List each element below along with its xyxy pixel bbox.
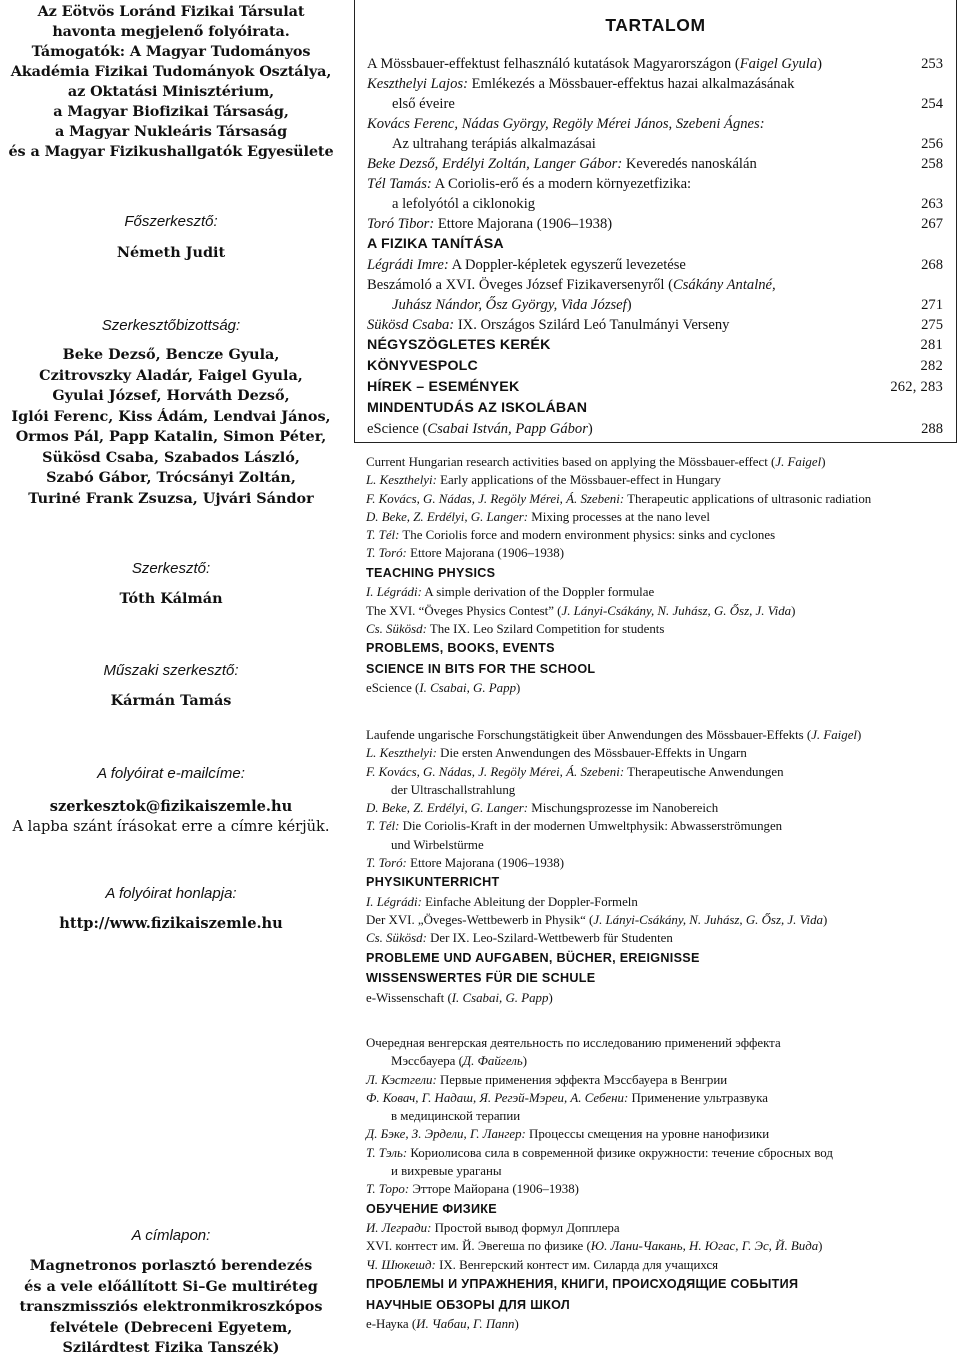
entry-author: D. Beke, Z. Erdélyi, G. Langer: xyxy=(366,509,529,524)
entry-title-end: ) xyxy=(857,728,862,742)
entry-title: eScience ( xyxy=(367,421,428,437)
entry-author: T. Toró: xyxy=(366,856,407,871)
section-title: НАУЧНЫЕ ОБЗОРЫ ДЛЯ ШКОЛ xyxy=(366,1297,571,1312)
entry-title: der Ultraschallstrahlung xyxy=(391,782,516,797)
entry-title-end: ) xyxy=(791,603,796,618)
entry-author: T. Tél: xyxy=(366,819,400,834)
page-number: 288 xyxy=(921,421,943,437)
board-line: Iglói Ferenc, Kiss Ádám, Lendvai János, xyxy=(11,407,331,425)
entry-title: The XVI. “Öveges Physics Contest” ( xyxy=(366,603,562,618)
contents-entry xyxy=(367,54,944,74)
entry-authors: J. Lányi-Csákány, N. Juhász, G. Ősz, J. Vida xyxy=(561,603,792,618)
toc-title: TARTALOM xyxy=(605,15,706,35)
entry-author: I. Légrádi: xyxy=(366,894,422,909)
toc-entries xyxy=(367,54,944,439)
entry-title: e-Wissenschaft ( xyxy=(366,990,452,1005)
contents-entry xyxy=(366,763,956,781)
entry-title: A Doppler-képletek egyszerű levezetése xyxy=(448,257,686,273)
contents-entry xyxy=(366,781,956,799)
entry-title: Die Coriolis-Kraft in der modernen Umweltphysik: Abwasserströmungen xyxy=(399,819,783,834)
masthead-line: havonta megjelenő folyóirata. xyxy=(52,23,290,40)
board-line: Beke Dezső, Bencze Gyula, xyxy=(62,346,280,363)
entry-title: a lefolyótól a ciklonokig xyxy=(392,196,536,212)
entry-author: Sükösd Csaba: xyxy=(367,317,455,333)
entry-title-end: ) xyxy=(818,1239,823,1254)
section-title: PROBLEMS, BOOKS, EVENTS xyxy=(366,641,555,656)
editor-name: Tóth Kálmán xyxy=(119,590,223,607)
contents-entry xyxy=(367,194,944,214)
board-line: Turiné Frank Zsuzsa, Ujvári Sándor xyxy=(28,489,314,507)
contents-entry xyxy=(366,817,956,835)
entry-title-end: ) xyxy=(516,681,521,696)
entry-title: Az ultrahang terápiás alkalmazásai xyxy=(392,136,596,152)
contents-entry xyxy=(367,295,944,315)
section-heading xyxy=(366,659,956,680)
entry-title: Эттоpе Майорана (1906–1938) xyxy=(409,1182,579,1197)
contents-entry xyxy=(366,1144,956,1162)
section-title: A FIZIKA TANÍTÁSA xyxy=(367,236,504,252)
entry-authors: Д. Файгель xyxy=(462,1054,523,1069)
entry-author: Keszthelyi Lajos: xyxy=(367,76,468,92)
board-line: Czitrovszky Aladár, Faigel Gyula, xyxy=(39,366,303,384)
page-number: 263 xyxy=(921,196,943,212)
entry-title: Mixing processes at the nano level xyxy=(528,509,710,524)
entry-title: в медицинской терапии xyxy=(391,1109,521,1124)
entry-title: XVI. контест им. Й. Эвегеша по физике ( xyxy=(366,1239,591,1254)
entry-title-end: ) xyxy=(821,455,826,469)
board-line: Gyulai József, Horváth Dezső, xyxy=(52,387,290,404)
entry-authors: I. Csabai, G. Papp xyxy=(419,681,517,696)
contents-entry xyxy=(366,1180,956,1198)
contents-entry xyxy=(366,1256,956,1274)
contents-entry xyxy=(367,74,944,94)
entry-title: Простой вывод формул Допплера xyxy=(431,1221,620,1236)
email-label: A folyóirat e-mailcíme: xyxy=(97,765,245,782)
contents-entry xyxy=(367,94,944,114)
board-line: Szabó Gábor, Trócsányi Zoltán, xyxy=(46,469,296,486)
german-contents xyxy=(366,726,956,1007)
entry-author: F. Kovács, G. Nádas, J. Regöly Mérei, Á. Szebeni: xyxy=(366,764,625,779)
entry-title: Keveredés nanoskálán xyxy=(622,156,757,172)
contents-entry xyxy=(367,174,944,194)
contents-entry xyxy=(367,255,944,275)
entry-title: A Coriolis-erő és a modern környezetfizika: xyxy=(431,176,692,192)
entry-author: Т. Торо: xyxy=(366,1182,410,1197)
entry-title: eScience ( xyxy=(366,681,420,696)
section-heading xyxy=(366,948,956,969)
section-title: PROBLEME UND AUFGABEN, BÜCHER, EREIGNISSE xyxy=(366,950,700,965)
editorial-board-label: Szerkesztőbizottság: xyxy=(101,317,241,334)
entry-title-end: ) xyxy=(522,1054,528,1069)
entry-title: Кориолисова сила в современной физике окружности: течение сбросных вод xyxy=(407,1145,833,1160)
contents-entry xyxy=(366,1107,956,1125)
contents-entry xyxy=(366,744,956,762)
contents-entry xyxy=(366,1052,956,1070)
entry-title: Therapeutic applications of ultrasonic radiation xyxy=(624,491,872,506)
entry-author: Ф. Ковач, Г. Надаш, Я. Регэй-Мэреи, А. Себени: xyxy=(366,1090,629,1105)
english-contents xyxy=(366,453,956,697)
entry-title: IX. Венгерский контест им. Силарда для учащихся xyxy=(435,1257,719,1272)
entry-title: Early applications of the Mössbauer-effect in Hungary xyxy=(436,473,721,488)
section-title: HÍREK – ESEMÉNYEK xyxy=(367,379,520,395)
entry-title-end: ) xyxy=(626,297,632,313)
entry-title: Einfache Ableitung der Doppler-Formeln xyxy=(421,894,638,909)
contents-entry xyxy=(366,490,956,508)
contents-entry xyxy=(366,583,956,601)
section-title: PHYSIKUNTERRICHT xyxy=(366,875,500,890)
entry-author: Toró Tibor: xyxy=(367,216,435,232)
technical-editor-label: Műszaki szerkesztő: xyxy=(103,662,239,679)
entry-authors: Juhász Nándor, Ősz György, Vida József xyxy=(392,297,627,313)
section-title: MINDENTUDÁS AZ ISKOLÁBAN xyxy=(367,400,588,416)
entry-authors: Faigel Gyula xyxy=(739,56,818,72)
contents-entry xyxy=(366,929,956,947)
contents-entry xyxy=(366,836,956,854)
entry-title: Процессы смещения на уровне нанофизики xyxy=(525,1127,770,1142)
entry-author: Ч. Шюкешд: xyxy=(366,1257,436,1272)
section-title: KÖNYVESPOLC xyxy=(367,358,478,374)
masthead-line: a Magyar Biofizikai Társaság, xyxy=(53,103,289,120)
board-line: Ormos Pál, Papp Katalin, Simon Péter, xyxy=(15,428,327,445)
section-title: ПРОБЛЕМЫ И УПРАЖНЕНИЯ, КНИГИ, ПРОИСХОДЯЩИЕ СОБЫТИЯ xyxy=(366,1277,799,1292)
contents-entry xyxy=(366,471,956,489)
entry-title: A simple derivation of the Doppler formulae xyxy=(421,585,655,600)
contents-entry xyxy=(366,854,956,872)
contents-entry xyxy=(366,911,956,929)
email-note: A lapba szánt írásokat erre a címre kérjük. xyxy=(12,818,330,835)
page-number: 268 xyxy=(921,257,943,273)
section-heading xyxy=(367,377,944,398)
contents-entry xyxy=(366,602,956,620)
section-heading xyxy=(366,1199,956,1220)
entry-title: Применение ультразвука xyxy=(628,1090,769,1105)
contents-entry xyxy=(367,275,944,295)
entry-author: I. Légrádi: xyxy=(366,585,422,600)
entry-authors: Ю. Лани-Чакань, Н. Югас, Г. Эс, Й. Вида xyxy=(590,1239,819,1254)
masthead-line: a Magyar Nukleáris Társaság xyxy=(54,123,288,140)
contents-entry xyxy=(366,453,956,471)
entry-title: Laufende ungarische Forschungstätigkeit über Anwendungen des Mössbauer-Effekts ( xyxy=(366,728,812,742)
entry-title: Mischungsprozesse im Nanobereich xyxy=(528,801,719,816)
entry-title: und Wirbelstürme xyxy=(391,837,484,852)
contents-entry xyxy=(366,1162,956,1180)
cover-line: transzmissziós elektronmikroszkópos xyxy=(19,1298,323,1315)
entry-author: D. Beke, Z. Erdélyi, G. Langer: xyxy=(366,801,529,816)
entry-authors: J. Lányi-Csákány, N. Juhász, G. Ősz, J. Vida xyxy=(593,913,823,928)
entry-author: Cs. Sükösd: xyxy=(366,621,427,636)
entry-author: Л. Кэстгели: xyxy=(366,1072,437,1087)
entry-title-end: ) xyxy=(548,990,553,1005)
entry-authors: J. Faigel xyxy=(775,455,822,469)
masthead xyxy=(0,0,342,162)
section-title: WISSENSWERTES FÜR DIE SCHULE xyxy=(366,971,596,986)
entry-title: első éveire xyxy=(392,96,455,112)
page-number: 271 xyxy=(921,297,943,313)
entry-author: Beke Dezső, Erdélyi Zoltán, Langer Gábor: xyxy=(367,156,623,172)
entry-title-end: ) xyxy=(587,421,593,437)
section-heading xyxy=(366,563,956,584)
section-heading xyxy=(367,335,944,356)
editor-label: Szerkesztő: xyxy=(131,560,211,577)
entry-title: Ettore Majorana (1906–1938) xyxy=(434,216,613,232)
editor-in-chief-name: Németh Judit xyxy=(116,244,226,261)
entry-authors: Csákány Antalné, xyxy=(672,277,776,293)
section-title: ОБУЧЕНИЕ ФИЗИКЕ xyxy=(366,1201,497,1216)
contents-entry xyxy=(366,1219,956,1237)
entry-title: Emlékezés a Mössbauer-effektus hazai alkalmazásának xyxy=(467,76,795,92)
page-number: 256 xyxy=(921,136,943,152)
entry-author: T. Toró: xyxy=(366,546,407,561)
entry-title: е-Наука ( xyxy=(366,1317,417,1332)
contents-entry xyxy=(366,989,956,1007)
entry-title-end: ) xyxy=(514,1317,519,1332)
section-heading xyxy=(366,1274,956,1295)
section-heading xyxy=(366,872,956,893)
entry-title: Current Hungarian research activities based on applying the Mössbauer-effect ( xyxy=(366,455,776,469)
section-heading xyxy=(366,968,956,989)
homepage-label: A folyóirat honlapja: xyxy=(105,885,237,902)
entry-title: The Coriolis force and modern environment physics: sinks and cyclones xyxy=(399,528,776,543)
contents-entry xyxy=(366,1237,956,1255)
contents-entry xyxy=(367,214,944,234)
homepage-url[interactable]: http://www.fizikaiszemle.hu xyxy=(59,915,283,932)
entry-title: Der XVI. „Öveges-Wettbewerb in Physik“ ( xyxy=(366,913,594,928)
entry-title: Beszámoló a XVI. Öveges József Fizikaversenyről ( xyxy=(367,277,673,293)
contents-entry xyxy=(366,526,956,544)
masthead-line: Akadémia Fizikai Tudományok Osztálya, xyxy=(10,63,332,80)
masthead-line: Támogatók: A Magyar Tudományos xyxy=(31,43,311,60)
cover-line: és a vele előállított Si–Ge multiréteg xyxy=(24,1277,318,1295)
contents-entry xyxy=(366,893,956,911)
masthead-line: és a Magyar Fizikushallgatók Egyesülete xyxy=(8,143,334,160)
entry-title: IX. Országos Szilárd Leó Tanulmányi Verseny xyxy=(454,317,730,333)
page-number: 282 xyxy=(920,358,943,374)
contents-entry xyxy=(367,419,944,439)
entry-title: Der IX. Leo-Szilard-Wettbewerb für Studenten xyxy=(426,931,673,946)
entry-author: И. Легради: xyxy=(366,1221,432,1236)
page-number: 258 xyxy=(921,156,943,172)
entry-author: Д. Бэке, З. Эрдели, Г. Лангер: xyxy=(366,1127,526,1142)
cover-caption xyxy=(0,1256,342,1359)
entry-author: Tél Tamás: xyxy=(367,176,432,192)
cover-line: Szilárdtest Fizika Tanszék) xyxy=(62,1339,280,1356)
contents-entry xyxy=(366,620,956,638)
section-heading xyxy=(367,356,944,377)
contents-entry xyxy=(366,544,956,562)
entry-title-end: ) xyxy=(817,56,822,72)
page-number: 253 xyxy=(921,56,943,72)
entry-author: T. Tél: xyxy=(366,528,400,543)
contents-entry xyxy=(366,1071,956,1089)
page-number: 254 xyxy=(921,96,943,112)
contents-entry xyxy=(367,114,944,134)
entry-title: Очередная венгерская деятельность по исследованию применений эффекта xyxy=(366,1036,781,1050)
entry-author: Cs. Sükösd: xyxy=(366,931,427,946)
cover-line: Magnetronos porlasztó berendezés xyxy=(29,1257,313,1274)
entry-title: Die ersten Anwendungen des Mössbauer-Effekts in Ungarn xyxy=(436,746,747,761)
email-address[interactable]: szerkesztok@fizikaiszemle.hu xyxy=(49,798,293,815)
entry-title: Мэссбауера ( xyxy=(391,1054,463,1069)
entry-title: A Mössbauer-effektust felhasználó kutatások Magyarországon ( xyxy=(367,56,740,72)
entry-author: F. Kovács, G. Nádas, J. Regöly Mérei, Á. Szebeni: xyxy=(366,491,625,506)
section-heading xyxy=(366,638,956,659)
entry-title-end: ) xyxy=(822,913,828,928)
entry-title: и вихревые ураганы xyxy=(391,1164,502,1179)
section-heading xyxy=(367,398,944,419)
contents-entry xyxy=(366,1125,956,1143)
contents-entry xyxy=(366,1089,956,1107)
entry-authors: J. Faigel xyxy=(811,728,858,742)
contents-entry xyxy=(366,1034,956,1052)
entry-author: Légrádi Imre: xyxy=(367,257,449,273)
page-number: 262, 283 xyxy=(890,379,943,395)
entry-title: Первые применения эффекта Мэссбауера в Венгрии xyxy=(436,1072,728,1087)
entry-author: L. Keszthelyi: xyxy=(366,746,437,761)
board-line: Sükösd Csaba, Szabados László, xyxy=(42,448,300,466)
contents-entry xyxy=(366,799,956,817)
masthead-column xyxy=(0,0,342,1354)
cover-label: A címlapon: xyxy=(131,1227,211,1244)
section-title: NÉGYSZÖGLETES KERÉK xyxy=(367,337,551,353)
section-title: SCIENCE IN BITS FOR THE SCHOOL xyxy=(366,661,596,676)
entry-title: Therapeutische Anwendungen xyxy=(624,764,784,779)
entry-authors: И. Чабаи, Г. Папп xyxy=(416,1317,515,1332)
entry-title: Ettore Majorana (1906–1938) xyxy=(406,856,564,871)
contents-entry xyxy=(367,134,944,154)
entry-authors: Csabai István, Papp Gábor xyxy=(427,421,588,437)
contents-entry xyxy=(367,154,944,174)
entry-title: The IX. Leo Szilard Competition for students xyxy=(426,621,665,636)
contents-entry xyxy=(366,1315,956,1333)
entry-authors: I. Csabai, G. Papp xyxy=(451,990,549,1005)
editorial-board-members xyxy=(0,345,342,509)
contents-entry xyxy=(367,315,944,335)
section-title: TEACHING PHYSICS xyxy=(366,565,496,580)
contents-entry xyxy=(366,679,956,697)
entry-author: Kovács Ferenc, Nádas György, Regöly Mérei János, Szebeni Ágnes: xyxy=(367,116,765,132)
section-heading xyxy=(366,1295,956,1316)
contents-entry xyxy=(366,508,956,526)
technical-editor-name: Kármán Tamás xyxy=(110,692,232,709)
entry-author: Т. Тэль: xyxy=(366,1145,408,1160)
masthead-line: az Oktatási Minisztérium, xyxy=(67,83,275,100)
cover-line: felvétele (Debreceni Egyetem, xyxy=(49,1318,293,1336)
page-number: 281 xyxy=(920,337,943,353)
entry-author: L. Keszthelyi: xyxy=(366,473,437,488)
page-number: 275 xyxy=(921,317,943,333)
table-of-contents xyxy=(354,0,957,443)
contents-entry xyxy=(366,726,956,744)
page-number: 267 xyxy=(921,216,943,232)
entry-title: Ettore Majorana (1906–1938) xyxy=(406,546,564,561)
russian-contents xyxy=(366,1034,956,1333)
editor-in-chief-label: Főszerkesztő: xyxy=(124,213,218,230)
masthead-line: Az Eötvös Loránd Fizikai Társulat xyxy=(37,3,305,20)
section-heading xyxy=(367,234,944,255)
